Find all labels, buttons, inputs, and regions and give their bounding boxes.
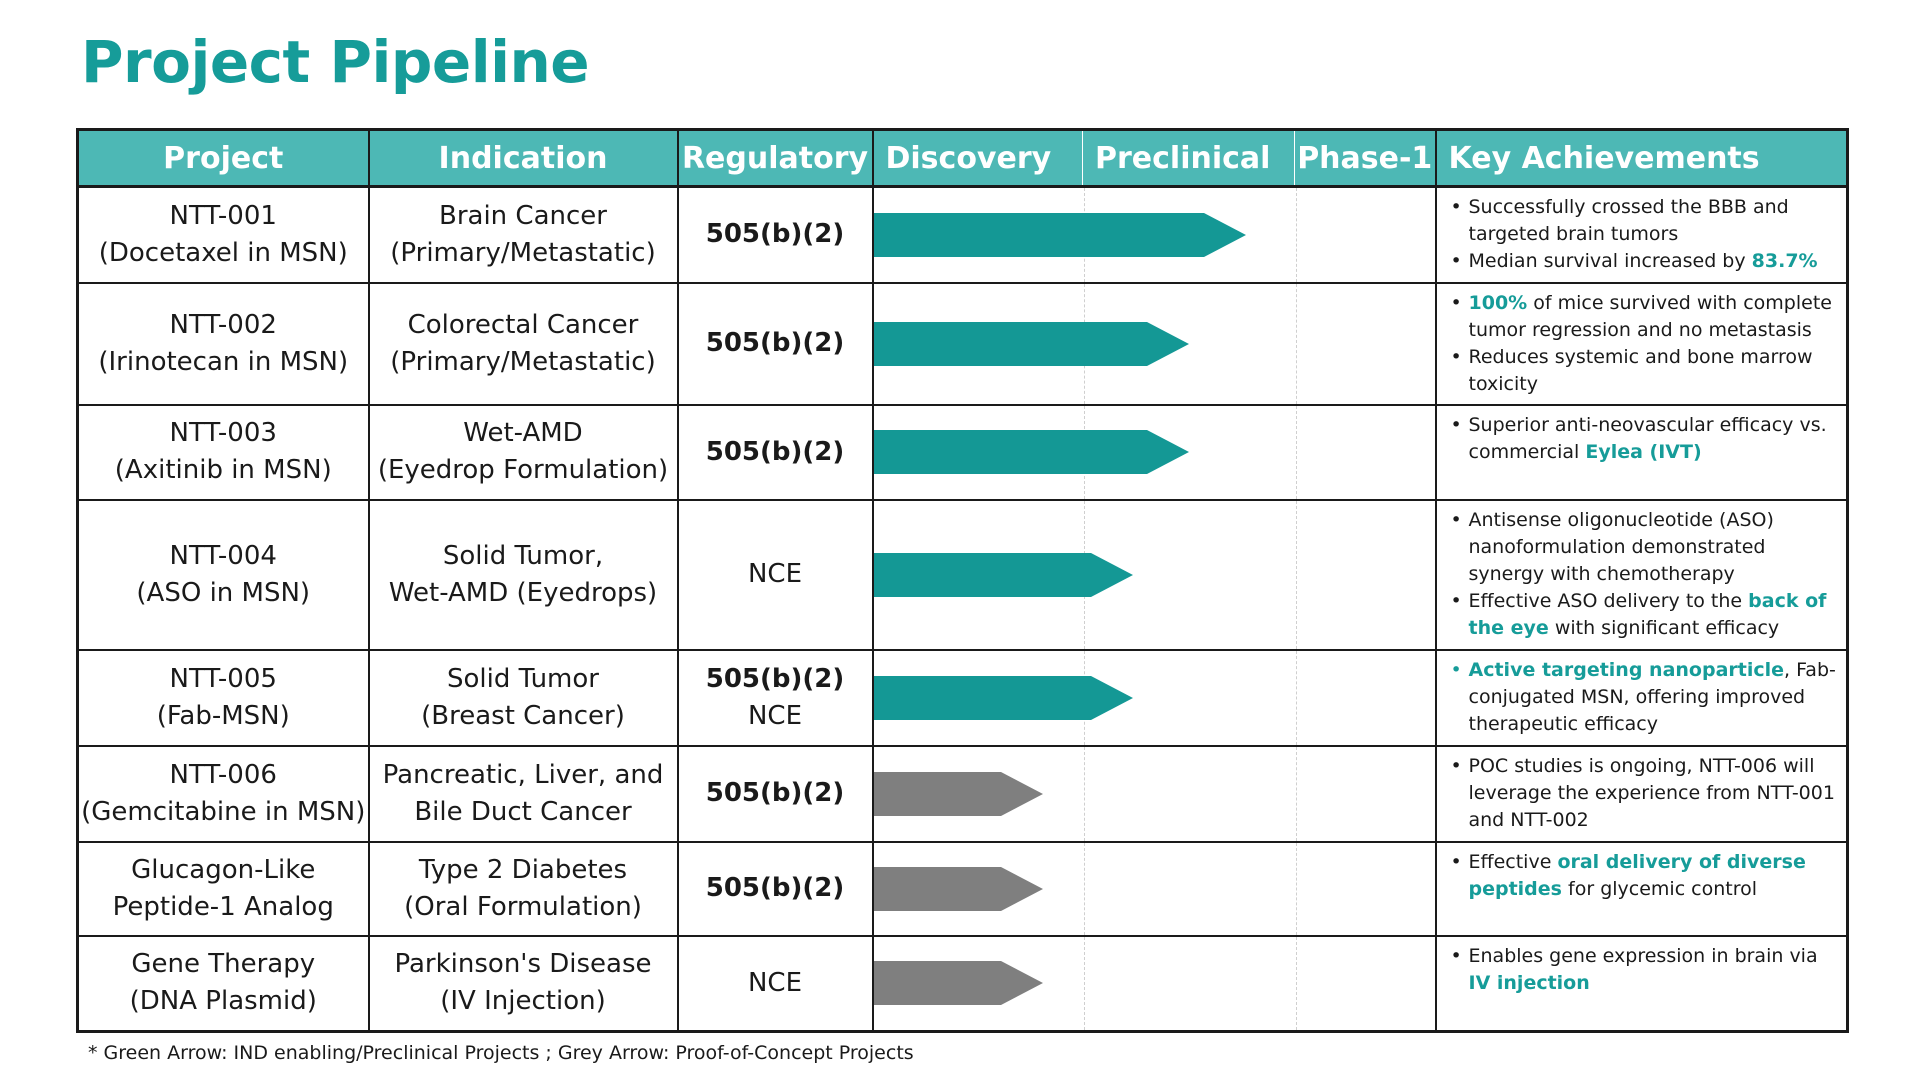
achievement-text: Superior anti-neovascular efficacy vs. commercial [1468,413,1827,463]
indication-line: Solid Tumor [447,663,599,694]
stage-progress-cell [873,187,1436,283]
indication-cell [369,283,678,405]
regulatory-pathway: 505(b)(2) [705,778,845,808]
project-line: (Fab-MSN) [156,700,290,731]
key-achievements-cell [1436,842,1848,936]
col-header-project: Project [78,130,369,187]
project-cell [78,187,369,283]
indication-line: Pancreatic, Liver, and [382,759,664,790]
highlight-text: Active targeting nanoparticle [1468,658,1785,681]
achievement-text: for glycemic control [1561,877,1758,900]
indication-line: Bile Duct Cancer [414,796,632,827]
project-line: NTT-006 [169,759,277,790]
project-line: (Irinotecan in MSN) [98,346,349,377]
achievement-item [1451,248,1841,275]
achievement-text: , Fab-conjugated MSN, offering improved therapeutic efficacy [1468,658,1836,735]
indication-cell [369,500,678,650]
key-achievements-cell [1436,405,1848,500]
key-achievements-cell [1436,500,1848,650]
achievement-text: Effective ASO delivery to the [1468,589,1749,612]
stage-divider [1296,651,1297,745]
achievement-text: with significant efficacy [1548,616,1780,639]
col-header-preclinical: Preclinical [1083,130,1295,187]
achievement-item [1451,943,1841,997]
achievement-item [1451,344,1841,398]
project-line: (Gemcitabine in MSN) [81,796,366,827]
footnote: * Green Arrow: IND enabling/Preclinical Projects ; Grey Arrow: Proof-of-Concept Projects [88,1042,914,1064]
project-line: (DNA Plasmid) [129,986,317,1017]
key-achievements-cell [1436,936,1848,1032]
achievement-list [1451,849,1841,903]
stage-divider [1296,188,1297,282]
highlight-text: 100% [1468,291,1528,314]
project-line: Peptide-1 Analog [112,891,334,922]
pipeline-table-wrap [76,128,1846,1032]
pipeline-table [76,128,1849,1033]
achievement-item [1451,849,1841,903]
table-row [78,187,1848,283]
progress-arrow-shape [874,867,1043,911]
regulatory-cell [678,405,873,500]
regulatory-pathway: 505(b)(2) [705,873,845,903]
table-row [78,283,1848,405]
regulatory-cell [678,650,873,746]
achievement-text: of mice survived with complete tumor regression and no metastasis [1468,291,1832,341]
col-header-phase1: Phase-1 [1295,130,1436,187]
achievement-item [1451,588,1841,642]
achievement-text: Enables gene expression in brain via [1468,944,1818,967]
indication-line: (Eyedrop Formulation) [377,455,669,485]
achievement-text: Median survival increased by [1468,250,1752,272]
page-title: Project Pipeline [81,28,590,96]
achievement-list [1451,194,1841,275]
progress-arrow [874,553,1133,597]
regulatory-pathway: NCE [747,700,803,731]
project-line: NTT-001 [169,200,277,231]
stage-progress-cell [873,283,1436,405]
stage-divider [1296,843,1297,935]
indication-cell [369,842,678,936]
stage-progress-cell [873,936,1436,1032]
stage-divider [1296,406,1297,499]
achievement-item [1451,412,1841,466]
regulatory-pathway: 505(b)(2) [705,328,845,358]
table-row [78,650,1848,746]
progress-arrow-shape [874,322,1189,366]
progress-arrow-shape [874,676,1133,720]
regulatory-pathway: NCE [747,559,803,589]
achievement-text: Effective [1468,850,1558,873]
indication-line: Brain Cancer [439,200,607,231]
project-line: NTT-004 [169,540,277,571]
regulatory-cell [678,936,873,1032]
indication-line: (Breast Cancer) [421,700,625,731]
highlight-text: IV injection [1468,971,1590,994]
indication-line: Wet-AMD [463,418,583,448]
project-line: NTT-005 [169,663,277,694]
achievement-list [1451,507,1841,642]
progress-arrow-shape [874,772,1043,816]
table-row [78,842,1848,936]
indication-line: (Primary/Metastatic) [390,237,656,268]
progress-arrow [874,772,1043,816]
indication-cell [369,650,678,746]
indication-line: (Primary/Metastatic) [390,346,656,377]
stage-progress-cell [873,842,1436,936]
regulatory-cell [678,842,873,936]
achievement-text: POC studies is ongoing, NTT-006 will leverage the experience from NTT-001 and NTT-002 [1468,754,1835,831]
highlight-text: oral delivery of diverse peptides [1468,850,1806,900]
achievement-item [1451,194,1841,248]
achievement-list [1451,943,1841,997]
key-achievements-cell [1436,746,1848,842]
indication-cell [369,405,678,500]
progress-arrow-shape [874,961,1043,1005]
project-cell [78,650,369,746]
progress-arrow [874,430,1189,474]
project-line: (ASO in MSN) [136,577,311,608]
project-cell [78,500,369,650]
project-cell [78,746,369,842]
achievement-list [1451,290,1841,398]
key-achievements-cell [1436,187,1848,283]
header-row [78,130,1848,187]
project-cell [78,283,369,405]
highlight-text: Eylea (IVT) [1585,440,1702,463]
project-cell [78,842,369,936]
table-row [78,500,1848,650]
indication-line: Parkinson's Disease [394,949,652,980]
highlight-text: back of the eye [1468,589,1827,639]
col-header-indication: Indication [369,130,678,187]
stage-progress-cell [873,650,1436,746]
project-line: (Docetaxel in MSN) [98,237,348,268]
achievement-item [1451,657,1841,738]
stage-divider [1084,843,1085,935]
progress-arrow [874,867,1043,911]
regulatory-cell [678,283,873,405]
project-line: Gene Therapy [131,949,316,980]
progress-arrow [874,322,1189,366]
indication-cell [369,187,678,283]
progress-arrow-shape [874,213,1246,257]
indication-line: Type 2 Diabetes [418,854,628,885]
stage-divider [1296,747,1297,841]
col-header-regulatory: Regulatory [678,130,873,187]
indication-cell [369,746,678,842]
achievement-item [1451,290,1841,344]
stage-divider [1296,937,1297,1031]
indication-line: Colorectal Cancer [407,309,639,340]
achievement-item [1451,753,1841,834]
key-achievements-cell [1436,283,1848,405]
indication-line: Wet-AMD (Eyedrops) [388,577,658,608]
regulatory-pathway: NCE [747,967,803,998]
project-line: NTT-002 [169,309,277,340]
stage-divider [1084,937,1085,1031]
achievement-text: Successfully crossed the BBB and targeted brain tumors [1468,196,1789,245]
project-cell [78,936,369,1032]
col-header-discovery: Discovery [873,130,1083,187]
indication-line: Solid Tumor, [442,540,604,571]
stage-progress-cell [873,746,1436,842]
progress-arrow [874,676,1133,720]
regulatory-pathway: 505(b)(2) [705,219,845,250]
progress-arrow-shape [874,430,1189,474]
progress-arrow [874,213,1246,257]
col-header-key-achievements: Key Achievements [1436,130,1848,187]
highlight-text: 83.7% [1751,250,1818,272]
regulatory-pathway: 505(b)(2) [705,663,845,694]
progress-arrow-shape [874,553,1133,597]
achievement-list [1451,657,1841,738]
stage-divider [1296,284,1297,404]
table-row [78,936,1848,1032]
stage-divider [1084,747,1085,841]
achievement-list [1451,412,1841,466]
regulatory-cell [678,500,873,650]
project-cell [78,405,369,500]
indication-cell [369,936,678,1032]
achievement-text: Antisense oligonucleotide (ASO) nanoformulation demonstrated synergy with chemotherapy [1468,508,1774,585]
achievement-text: Reduces systemic and bone marrow toxicity [1468,345,1813,395]
project-line: NTT-003 [169,418,277,448]
regulatory-cell [678,187,873,283]
stage-progress-cell [873,500,1436,650]
table-row [78,405,1848,500]
indication-line: (Oral Formulation) [404,891,642,922]
indication-line: (IV Injection) [440,986,606,1017]
achievement-item [1451,507,1841,588]
key-achievements-cell [1436,650,1848,746]
achievement-list [1451,753,1841,834]
regulatory-pathway: 505(b)(2) [705,436,845,467]
project-line: (Axitinib in MSN) [114,455,332,485]
regulatory-cell [678,746,873,842]
project-line: Glucagon-Like [131,854,316,885]
progress-arrow [874,961,1043,1005]
table-row [78,746,1848,842]
stage-divider [1296,501,1297,649]
stage-progress-cell [873,405,1436,500]
